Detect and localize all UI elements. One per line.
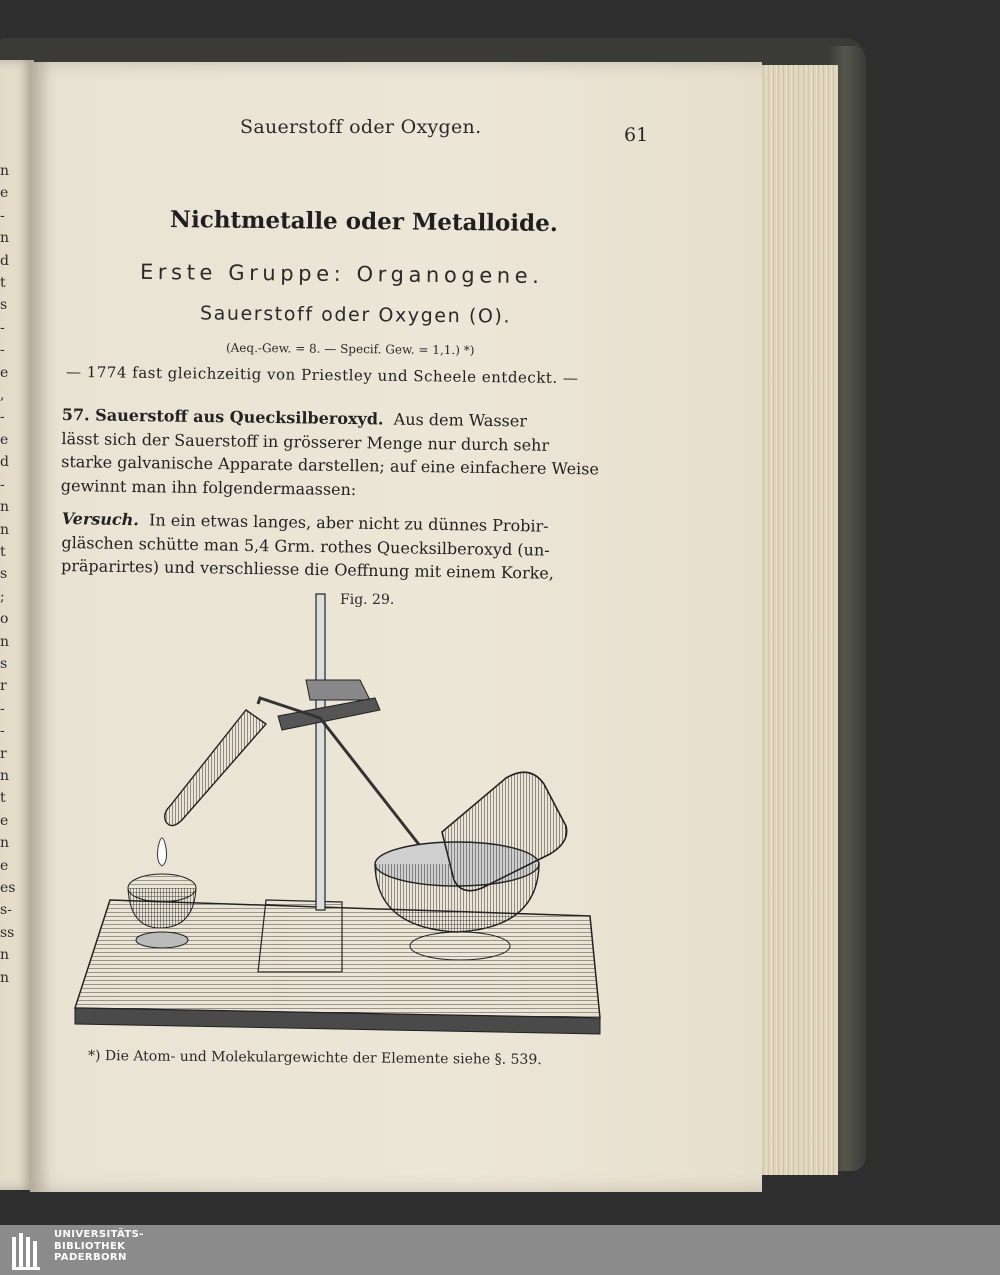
left-page-letter: -: [0, 700, 5, 717]
versuch-line: präparirtes) und verschliesse die Oeffnung mit einem Korke,: [60, 555, 555, 583]
left-page-letter: ss: [0, 924, 15, 941]
left-page-letter: e: [0, 812, 9, 829]
paragraph-57-line: starke galvanische Apparate darstellen; auf eine einfachere Weise: [61, 451, 600, 479]
library-footer-banner: [0, 1225, 1000, 1275]
left-page-letter: s: [0, 655, 8, 672]
paragraph-57-line: Aus dem Wasser: [393, 409, 528, 431]
versuch-label: Versuch.: [61, 508, 140, 530]
left-page-letter: o: [0, 611, 9, 628]
discovery-line: — 1774 fast gleichzeitig von Priestley und Scheele entdeckt. —: [65, 362, 579, 388]
left-page-letter: -: [0, 409, 5, 426]
left-page-letter: n: [0, 947, 10, 964]
left-page-letter: r: [0, 678, 7, 695]
left-page-letter: n: [0, 767, 10, 784]
section-subheading: Sauerstoff oder Oxygen (O).: [199, 302, 512, 328]
chapter-title: Nichtmetalle oder Metalloide.: [169, 205, 558, 238]
left-page-letter: -: [0, 723, 5, 740]
left-page-letter: n: [0, 835, 10, 852]
left-page-letter: d: [0, 252, 9, 269]
left-page-letter: t: [0, 275, 6, 292]
left-page-letter: e: [0, 857, 9, 874]
left-page-cut-text: [0, 160, 18, 989]
left-page-letter: -: [0, 342, 5, 359]
page-edges: [760, 65, 838, 1175]
paragraph-57-heading: 57. Sauerstoff aus Quecksilberoxyd.: [61, 404, 384, 429]
running-head: Sauerstoff oder Oxygen.: [240, 116, 482, 138]
left-page-letter: e: [0, 185, 9, 202]
library-name-line: BIBLIOTHEK: [54, 1240, 126, 1252]
left-page-letter: e: [0, 431, 9, 448]
university-logo-icon: [10, 1229, 46, 1271]
figure-29-illustration: [70, 588, 610, 1038]
equivalents-note: (Aeq.-Gew. = 8. — Specif. Gew. = 1,1.) *): [225, 340, 475, 358]
left-page-letter: n: [0, 499, 10, 516]
left-page-letter: n: [0, 230, 10, 247]
left-page-letter: e: [0, 364, 9, 381]
left-page-letter: n: [0, 521, 10, 538]
group-heading: Erste Gruppe: Organogene.: [139, 259, 544, 289]
paragraph-57-line: gewinnt man ihn folgendermaassen:: [60, 475, 357, 499]
left-page-letter: s: [0, 297, 8, 314]
paragraph-57: [61, 403, 642, 505]
left-page-letter: ,: [0, 387, 5, 404]
left-page-letter: n: [0, 633, 10, 650]
left-page-letter: t: [0, 543, 6, 560]
left-page-letter: r: [0, 745, 7, 762]
footnote: *) Die Atom- und Molekulargewichte der Elemente siehe §. 539.: [87, 1048, 542, 1068]
left-page-letter: -: [0, 319, 5, 336]
versuch-line: In ein etwas langes, aber nicht zu dünnes Probir-: [148, 510, 549, 536]
left-page-letter: n: [0, 163, 10, 179]
left-page-letter: s-: [0, 902, 12, 919]
left-page-letter: -: [0, 207, 5, 224]
library-name: [54, 1229, 144, 1264]
library-name-line: PADERBORN: [54, 1252, 127, 1263]
left-page-letter: es: [0, 880, 16, 896]
paragraph-versuch: [61, 507, 642, 587]
left-page-letter: ;: [0, 588, 5, 605]
left-page-letter: d: [0, 454, 9, 471]
left-page-letter: t: [0, 790, 6, 807]
library-name-line: UNIVERSITÄTS-: [54, 1229, 144, 1240]
paragraph-57-line: lässt sich der Sauerstoff in grösserer Menge nur durch sehr: [61, 428, 550, 455]
figure-label: Fig. 29.: [340, 592, 395, 608]
versuch-line: gläschen schütte man 5,4 Grm. rothes Quecksilberoxyd (un-: [61, 532, 550, 560]
left-page-letter: s: [0, 566, 8, 583]
left-page-letter: n: [0, 969, 10, 986]
page-number: 61: [624, 124, 649, 146]
left-page-letter: -: [0, 476, 5, 493]
